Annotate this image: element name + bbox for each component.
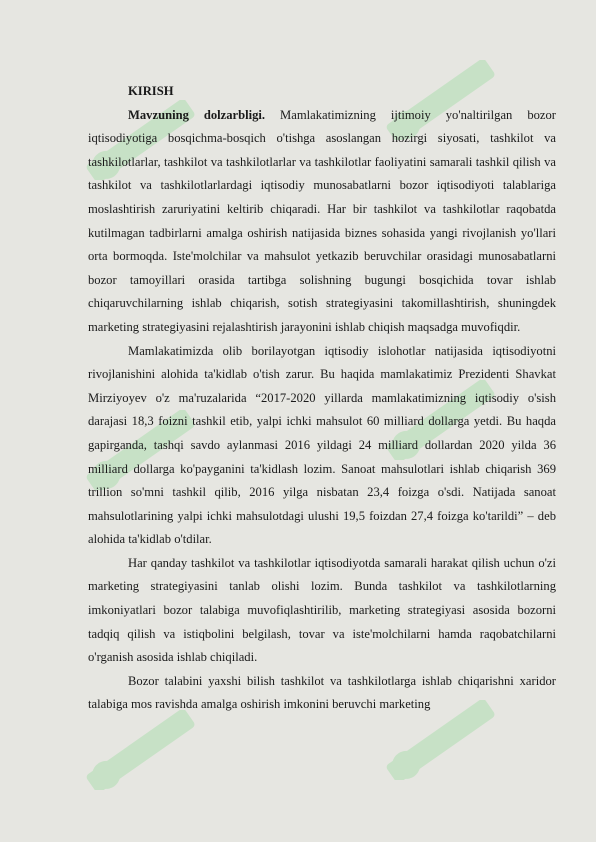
paragraph [88, 340, 556, 552]
paragraph-text: Mamlakatimizning ijtimoiy yo'naltirilgan bozor iqtisodiyotiga bosqichma-bosqich o'tishga asoslangan hozirgi siyosati, tashkilot va tashkilotlarlar, tashkilot va tashkilotlarlar va tashkilotlar faoliyatini samarali tashkil qilish va tashkilot va tashkilotlarlardagi iqtisodiy munosabatlarni bozor iqtisodiyoti talablariga moslashtirish zaruriyatini keltirib chiqaradi. Har bir tashkilot va tashkilotlar raqobatda kutilmagan tadbirlarni amalga oshirish natijasida biznes sohasida yangi rivojlanish yo'llari orta bormoqda. Iste'molchilar va mahsulot yetkazib beruvchilar orasidagi munosabatlarni bozor tamoyillari orasida tartibga solishning bugungi bosqichida tovar ishlab chiqaruvchilarning ishlab chiqarish, sotish strategiyasini takomillashtirish, shuningdek marketing strategiyasini rejalashtirish jarayonini ishlab chiqish maqsadga muvofiqdir. [88, 107, 556, 334]
paragraph [88, 670, 556, 717]
watermark-logo-icon [70, 710, 210, 790]
paragraph-text: Bozor talabini yaxshi bilish tashkilot va tashkilotlarga ishlab chiqarishni xaridor talabiga mos ravishda amalga oshirish imkonini beruvchi marketing [88, 673, 556, 712]
section-heading: KIRISH [128, 84, 174, 98]
paragraph [88, 104, 556, 340]
paragraph-lead: Mavzuning dolzarbligi. [128, 107, 266, 122]
paragraph-text: Har qanday tashkilot va tashkilotlar iqtisodiyotda samarali harakat qilish uchun o'zi marketing strategiyasini tanlab olishi lozim. Bunda tashkilot va tashkilotlarning imkoniyatlari bozor talabiga muvofiqlashtirilib, marketing strategiyasi asosida bozorni tadqiq qilish va istiqbolini belgilash, tovar va iste'molchilarni hamda raqobatchilarni o'rganish asosida ishlab chiqiladi. [88, 555, 556, 665]
document-body [88, 80, 556, 717]
paragraph-text: Mamlakatimizda olib borilayotgan iqtisodiy islohotlar natijasida iqtisodiyotni rivojlanishini alohida ta'kidlab o'tish zarur. Bu haqida mamlakatimiz Prezidenti Shavkat Mirziyoyev o'z ma'ruzalarida “2017-2020 yillarda mamlakatimizning iqtisodiy o'sish darajasi 18,3 foizni tashkil etib, yalpi ichki mahsulot 60 milliard dollarga yetdi. Bu haqda gapirganda, tashqi savdo aylanmasi 2016 yildagi 24 milliard dollardan 2020 yilda 36 milliard dollarga ko'payganini ta'kidlash lozim. Sanoat mahsulotlari ishlab chiqarish 369 trillion so'mni tashkil qilib, 2016 yilga nisbatan 23,4 foizga o'sdi. Natijada sanoat mahsulotlarining yalpi ichki mahsulotdagi ulushi 19,5 foizdan 27,4 foizga ko'tarildi” – deb alohida ta'kidlab o'tdilar. [88, 343, 556, 547]
paragraph [88, 552, 556, 670]
